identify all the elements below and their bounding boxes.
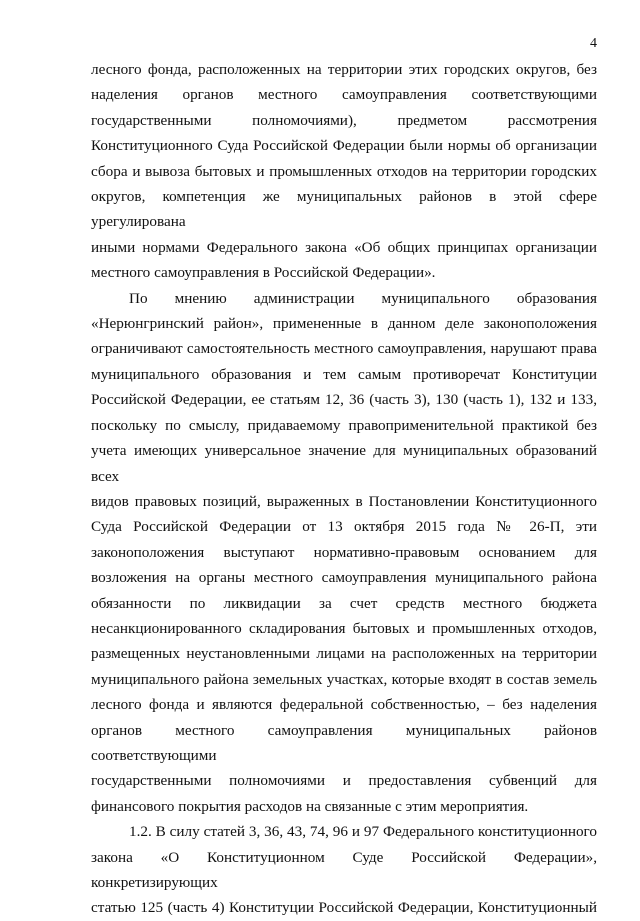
paragraph-line: ограничивают самостоятельность местного самоуправления, нарушают права [91, 340, 597, 358]
paragraph-line: Конституционного Суда Российской Федерации были нормы об организации [91, 137, 597, 155]
paragraph-line: лесного фонда, расположенных на территории этих городских округов, без [91, 61, 597, 78]
page-number: 4 [590, 36, 597, 51]
paragraph-line: наделения органов местного самоуправления соответствующими [91, 86, 597, 104]
paragraph-line: финансового покрытия расходов на связанные с этим мероприятия. [91, 797, 529, 815]
paragraph-line: органов местного самоуправления муниципальных районов соответствующими [91, 721, 597, 764]
paragraph-line: 1.2. В силу статей 3, 36, 43, 74, 96 и 97 Федерального конституционного [129, 823, 597, 841]
paragraph-line: статью 125 (часть 4) Конституции Российской Федерации, Конституционный [91, 899, 597, 917]
paragraph-line: законоположения выступают нормативно-правовым основанием для [91, 543, 597, 561]
paragraph-line: «Нерюнгринский район», примененные в данном деле законоположения [91, 315, 597, 333]
paragraph-line: размещенных неустановленными лицами на расположенных на территории [91, 645, 597, 663]
paragraph-line: местного самоуправления в Российской Федерации». [91, 264, 436, 282]
paragraph-line: государственными полномочиями и предоставления субвенций для [91, 772, 597, 790]
paragraph-line: поскольку по смыслу, придаваемому правоприменительной практикой без [91, 416, 597, 434]
paragraph-line: Российской Федерации, ее статьям 12, 36 (часть 3), 130 (часть 1), 132 и 133, [91, 391, 597, 409]
paragraph-line: округов, компетенция же муниципальных районов в этой сфере урегулирована [91, 188, 597, 231]
paragraph-line: иными нормами Федерального закона «Об общих принципах организации [91, 238, 597, 256]
paragraph-line: лесного фонда и являются федеральной собственностью, – без наделения [91, 696, 597, 714]
paragraph-line: государственными полномочиями), предметом рассмотрения [91, 111, 597, 129]
document-body [91, 57, 597, 921]
paragraph-line: Суда Российской Федерации от 13 октября 2015 года № 26-П, эти [91, 518, 597, 536]
paragraph-line: несанкционированного складирования бытовых и промышленных отходов, [91, 619, 597, 637]
paragraph-line: видов правовых позиций, выраженных в Постановлении Конституционного [91, 492, 597, 510]
paragraph-line: возложения на органы местного самоуправления муниципального района [91, 569, 597, 587]
paragraph-line: обязанности по ликвидации за счет средств местного бюджета [91, 594, 597, 612]
paragraph-line: муниципального образования и тем самым противоречат Конституции [91, 365, 597, 383]
paragraph-line: По мнению администрации муниципального образования [129, 289, 597, 307]
paragraph-line: муниципального района земельных участках, которые входят в состав земель [91, 670, 597, 688]
paragraph-line: закона «О Конституционном Суде Российской Федерации», конкретизирующих [91, 848, 597, 891]
paragraph-line: сбора и вывоза бытовых и промышленных отходов на территории городских [91, 162, 597, 180]
paragraph-line: учета имеющих универсальное значение для муниципальных образований всех [91, 442, 597, 485]
